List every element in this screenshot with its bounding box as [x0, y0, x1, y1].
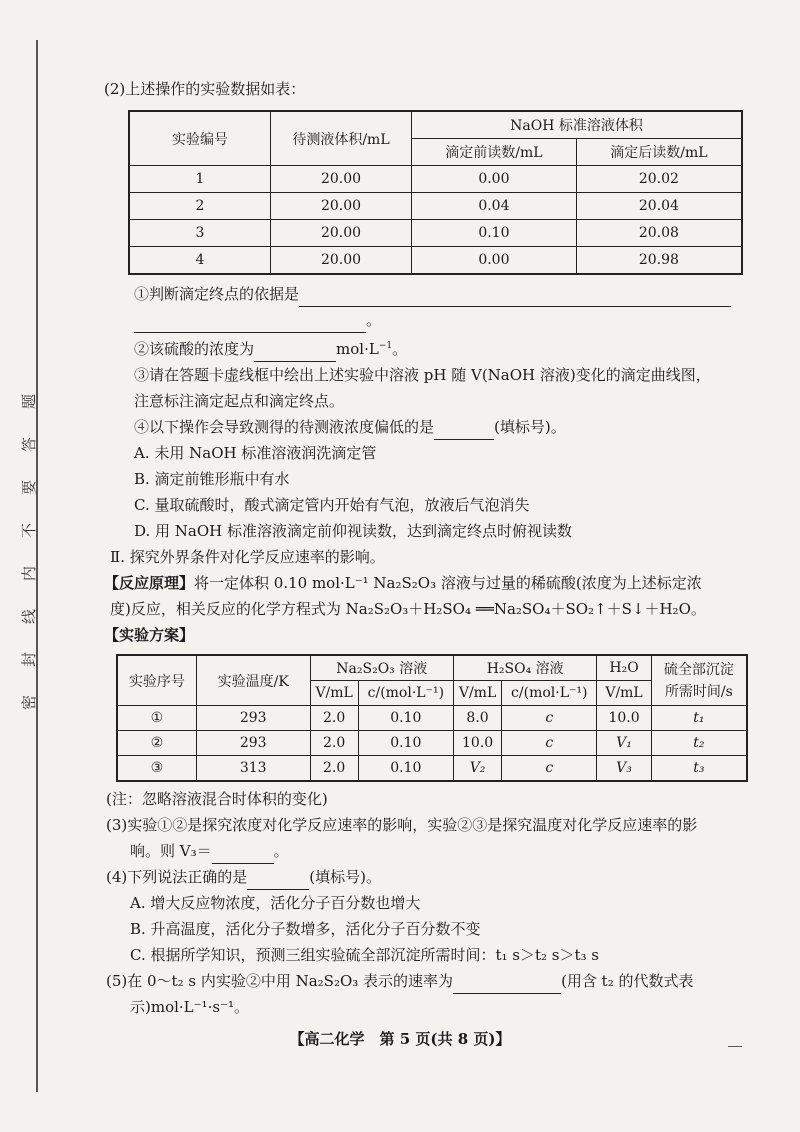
cell: t₂ — [651, 731, 747, 756]
cell: 2.0 — [310, 756, 358, 782]
option-c: C. 量取硫酸时，酸式滴定管内开始有气泡，放液后气泡消失 — [134, 496, 530, 514]
cell: 20.00 — [271, 220, 412, 247]
cell: 10.0 — [597, 706, 651, 731]
q5-cont: 示)mol·L⁻¹·s⁻¹。 — [130, 998, 249, 1016]
period: 。 — [273, 842, 289, 860]
cell: 293 — [196, 706, 310, 731]
q4-option-b: B. 升高温度，活化分子数增多，活化分子百分数不变 — [130, 920, 481, 938]
cell: ③ — [117, 756, 196, 782]
cell: 20.98 — [576, 247, 742, 275]
q2-s1-cont — [134, 307, 760, 333]
q2-s3: ③请在答题卡虚线框中绘出上述实验中溶液 pH 随 V(NaOH 溶液)变化的滴定曲线图， — [134, 366, 711, 384]
q2-intro: (2)上述操作的实验数据如表： — [104, 80, 306, 98]
cell: 10.0 — [453, 731, 501, 756]
table-row — [117, 706, 747, 731]
principle-cont: 度)反应，相关反应的化学方程式为 Na₂S₂O₃＋H₂SO₄ ══Na₂SO₄＋SO₂↑＋S↓＋H₂O。 — [110, 600, 706, 618]
margin-char: 封 — [20, 651, 39, 668]
cell: 4 — [129, 247, 271, 275]
cell: 313 — [196, 756, 310, 782]
margin-char: 要 — [20, 479, 39, 496]
cell: 0.04 — [412, 193, 577, 220]
seal-line-text — [18, 380, 42, 724]
cell: 2.0 — [310, 731, 358, 756]
table-row — [129, 220, 742, 247]
cell: 20.04 — [576, 193, 742, 220]
cell: 0.00 — [412, 166, 577, 193]
q2-s4 — [134, 414, 760, 440]
th-v: V/mL — [597, 681, 651, 706]
th-before: 滴定前读数/mL — [412, 139, 577, 166]
th-after: 滴定后读数/mL — [576, 139, 742, 166]
cell: 0.00 — [412, 247, 577, 275]
cell: 1 — [129, 166, 271, 193]
cell: c — [502, 731, 597, 756]
table-row — [117, 731, 747, 756]
q2-s4-tail: (填标号)。 — [494, 418, 566, 436]
q2-s2-text: ②该硫酸的浓度为 — [134, 340, 255, 358]
th-time — [651, 655, 747, 706]
cell: c — [502, 756, 597, 782]
page-footer: 【高二化学 第 5 页(共 8 页)】 — [289, 1030, 511, 1048]
q4-tail: (填标号)。 — [309, 868, 381, 886]
cell: V₃ — [597, 756, 651, 782]
cell: 0.10 — [358, 756, 453, 782]
q4 — [106, 864, 760, 890]
margin-char: 密 — [20, 694, 39, 711]
th-c: c/(mol·L⁻¹) — [358, 681, 453, 706]
cell: c — [502, 706, 597, 731]
q3-text: 响。则 V₃＝ — [130, 842, 212, 860]
answer-blank[interactable] — [254, 343, 336, 362]
option-d: D. 用 NaOH 标准溶液滴定前仰视读数，达到滴定终点时俯视读数 — [134, 522, 573, 540]
th-v: V/mL — [453, 681, 501, 706]
cell: 20.08 — [576, 220, 742, 247]
q2-s1 — [134, 281, 760, 307]
q4-option-a: A. 增大反应物浓度，活化分子百分数也增大 — [130, 894, 421, 912]
margin-char: 题 — [20, 393, 39, 410]
plan-label: 【实验方案】 — [104, 626, 195, 644]
th-vol: 待测液体积/mL — [271, 111, 412, 166]
th-h2so4: H₂SO₄ 溶液 — [453, 655, 596, 681]
period: 。 — [392, 340, 408, 358]
answer-blank[interactable] — [212, 845, 274, 864]
q3: (3)实验①②是探究浓度对化学反应速率的影响，实验②③是探究温度对化学反应速率的影 — [106, 816, 698, 834]
table-row — [129, 247, 742, 275]
answer-blank[interactable] — [134, 314, 366, 333]
titration-data-table — [128, 110, 743, 275]
th-v: V/mL — [310, 681, 358, 706]
q3-cont — [130, 838, 760, 864]
unit-sup: −1 — [378, 341, 393, 351]
th-na2s2o3: Na₂S₂O₃ 溶液 — [310, 655, 453, 681]
q4-option-c: C. 根据所学知识，预测三组实验硫全部沉淀所需时间：t₁ s＞t₂ s＞t₃ s — [130, 946, 600, 964]
th-naoh: NaOH 标准溶液体积 — [412, 111, 743, 139]
option-a: A. 未用 NaOH 标准溶液润洗滴定管 — [134, 444, 377, 462]
option-b: B. 滴定前锥形瓶中有水 — [134, 470, 290, 488]
q2-s3-cont: 注意标注滴定起点和滴定终点。 — [134, 392, 345, 410]
margin-char: 答 — [20, 436, 39, 453]
cell: 20.02 — [576, 166, 742, 193]
margin-char: 内 — [20, 565, 39, 582]
margin-char: 线 — [20, 608, 39, 625]
answer-blank[interactable] — [299, 288, 731, 307]
cell: 20.00 — [271, 166, 412, 193]
q4-text: (4)下列说法正确的是 — [106, 868, 248, 886]
note: (注：忽略溶液混合时体积的变化) — [106, 790, 328, 808]
cell: 8.0 — [453, 706, 501, 731]
th-temp: 实验温度/K — [196, 655, 310, 706]
th-time-line2: 所需时间/s — [664, 683, 733, 700]
question-content — [104, 76, 760, 1020]
answer-blank[interactable] — [453, 975, 561, 994]
answer-blank[interactable] — [247, 871, 309, 890]
principle-label: 【反应原理】 — [104, 574, 195, 592]
q5 — [106, 968, 760, 994]
q5-tail: (用含 t₂ 的代数式表 — [561, 972, 694, 990]
q2-s1-text: ①判断滴定终点的依据是 — [134, 285, 300, 303]
table-row — [117, 756, 747, 782]
q2-s1-end: 。 — [366, 311, 382, 329]
cell: 0.10 — [358, 731, 453, 756]
margin-char: 不 — [20, 522, 39, 539]
th-id: 实验编号 — [129, 111, 271, 166]
q5-text: (5)在 0～t₂ s 内实验②中用 Na₂S₂O₃ 表示的速率为 — [106, 972, 454, 990]
table-row — [129, 166, 742, 193]
cell: 293 — [196, 731, 310, 756]
cell: 2 — [129, 193, 271, 220]
cell: t₃ — [651, 756, 747, 782]
cell: 0.10 — [358, 706, 453, 731]
answer-blank[interactable] — [434, 421, 494, 440]
principle — [104, 570, 760, 596]
rate-experiment-table — [116, 654, 748, 782]
q2-s2 — [134, 333, 760, 362]
th-c: c/(mol·L⁻¹) — [502, 681, 597, 706]
unit: mol·L — [336, 340, 379, 358]
q2-s4-text: ④以下操作会导致测得的待测液浓度偏低的是 — [134, 418, 435, 436]
cell: 20.00 — [271, 247, 412, 275]
principle-text: 将一定体积 0.10 mol·L⁻¹ Na₂S₂O₃ 溶液与过量的稀硫酸(浓度为上述标定浓 — [194, 574, 702, 592]
th-time-line1: 硫全部沉淀 — [663, 661, 734, 678]
th-h2o: H₂O — [597, 655, 651, 681]
cell: 20.00 — [271, 193, 412, 220]
cell: V₂ — [453, 756, 501, 782]
cell: 0.10 — [412, 220, 577, 247]
cell: 2.0 — [310, 706, 358, 731]
cell: 3 — [129, 220, 271, 247]
cell: ② — [117, 731, 196, 756]
table-row — [129, 193, 742, 220]
cell: t₁ — [651, 706, 747, 731]
cell: V₁ — [597, 731, 651, 756]
th-id: 实验序号 — [117, 655, 196, 706]
footer-dash — [728, 1046, 742, 1047]
part2-title: Ⅱ. 探究外界条件对化学反应速率的影响。 — [110, 548, 385, 566]
cell: ① — [117, 706, 196, 731]
